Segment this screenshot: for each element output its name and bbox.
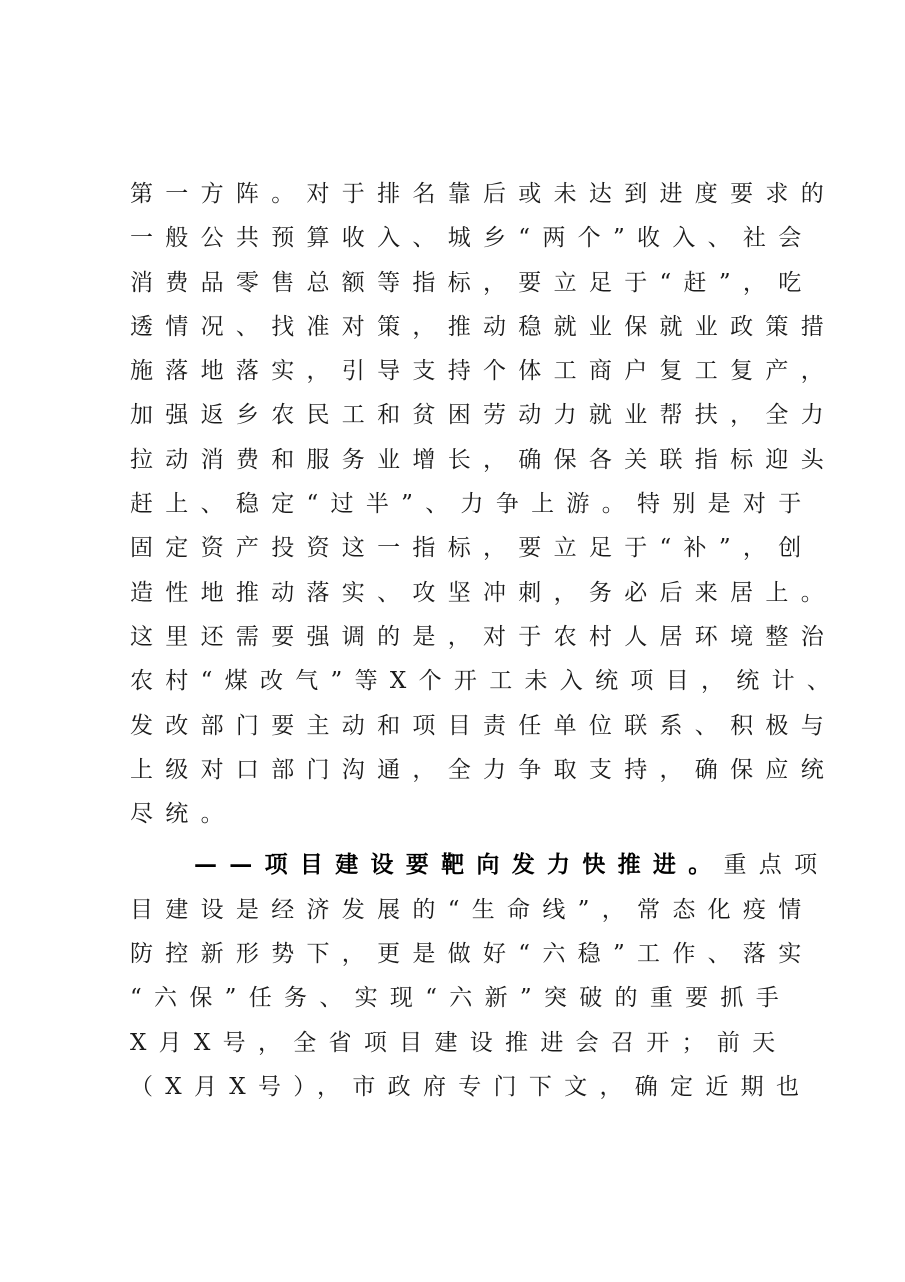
text-line: 一般公共预算收入、城乡“两个”收入、社会	[130, 225, 814, 252]
text-line: 这里还需要强调的是，对于农村人居环境整治	[130, 623, 836, 650]
text-line: 第一方阵。对于排名靠后或未达到进度要求的	[130, 181, 836, 207]
text-line: 尽统。	[130, 801, 236, 828]
text-line: 赶上、稳定“过半”、力争上游。特别是对于	[130, 491, 814, 518]
text-line: 透情况、找准对策，推动稳就业保就业政策措	[130, 313, 836, 340]
text-line: 发改部门要主动和项目责任单位联系、积极与	[130, 712, 836, 739]
text-line: 固定资产投资这一指标，要立足于“补”，创	[130, 535, 814, 562]
text-line: 拉动消费和服务业增长，确保各关联指标迎头	[130, 446, 836, 473]
text-line: “六保”任务、实现“六新”突破的重要抓手	[130, 985, 792, 1012]
text-line: （X月X号），市政府专门下文，确定近期也	[130, 1073, 812, 1100]
paragraph-1	[130, 172, 890, 836]
text-line: 上级对口部门沟通，全力争取支持，确保应统	[130, 756, 836, 783]
text-line: 造性地推动落实、攻坚冲刺，务必后来居上。	[130, 579, 836, 606]
section-heading: ——项目建设要靶向发力快推进。	[194, 851, 724, 879]
text-line: 消费品零售总额等指标，要立足于“赶”，吃	[130, 269, 814, 296]
text-line: 目建设是经济发展的“生命线”，常态化疫情	[130, 896, 814, 923]
paragraph-first-line	[130, 843, 890, 887]
text-line: 农村“煤改气”等X个开工未入统项目，统计、	[130, 668, 843, 695]
text-line: X月X号，全省项目建设推进会召开；前天	[130, 1029, 788, 1056]
text-line: 加强返乡农民工和贫困劳动力就业帮扶，全力	[130, 402, 836, 429]
heading-continuation: 重点项	[723, 852, 830, 879]
text-line: 防控新形势下，更是做好“六稳”工作、落实	[130, 941, 814, 968]
text-line: 施落地落实，引导支持个体工商户复工复产，	[130, 358, 836, 385]
body-text	[130, 172, 890, 1109]
paragraph-2	[130, 843, 890, 1109]
